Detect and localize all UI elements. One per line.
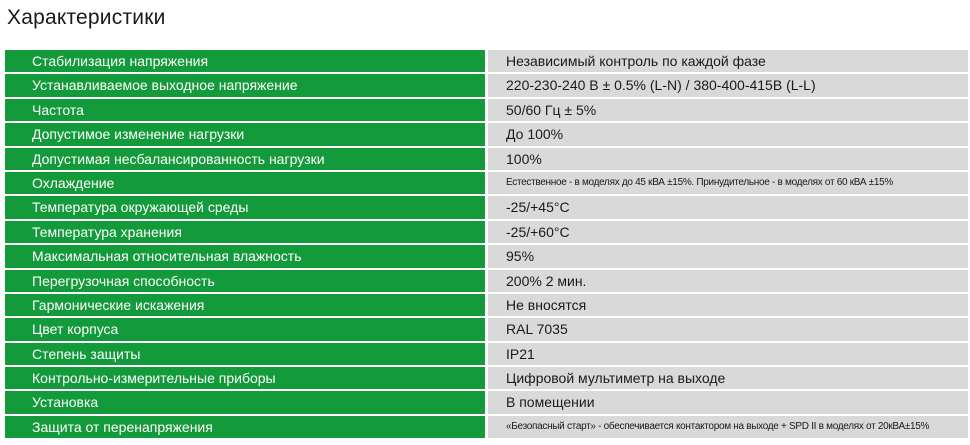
spec-value: IP21 <box>488 343 968 365</box>
page-title: Характеристики <box>7 6 166 29</box>
spec-value: 50/60 Гц ± 5% <box>488 99 968 121</box>
spec-row-humidity <box>5 245 968 267</box>
spec-value: 220-230-240 В ± 0.5% (L-N) / 380-400-415В (L-L) <box>488 74 968 96</box>
spec-name: Установка <box>5 391 485 413</box>
spec-name: Стабилизация напряжения <box>5 50 485 72</box>
spec-value: -25/+60°C <box>488 221 968 243</box>
spec-row-load-imbalance <box>5 148 968 170</box>
spec-row-output-voltage <box>5 74 968 96</box>
spec-name: Гармонические искажения <box>5 294 485 316</box>
spec-value: Цифровой мультиметр на выходе <box>488 367 968 389</box>
spec-value: Естественное - в моделях до 45 кВА ±15%. Принудительное - в моделях от 60 кВА ±15% <box>488 172 968 194</box>
specs-table <box>5 50 968 440</box>
spec-row-overvoltage <box>5 416 968 438</box>
spec-name: Перегрузочная способность <box>5 270 485 292</box>
spec-name: Цвет корпуса <box>5 318 485 340</box>
spec-row-frequency <box>5 99 968 121</box>
spec-name: Температура хранения <box>5 221 485 243</box>
spec-name: Охлаждение <box>5 172 485 194</box>
spec-value: В помещении <box>488 391 968 413</box>
spec-value: До 100% <box>488 123 968 145</box>
spec-row-ambient-temp <box>5 196 968 218</box>
spec-row-instruments <box>5 367 968 389</box>
spec-value: 95% <box>488 245 968 267</box>
spec-name: Частота <box>5 99 485 121</box>
spec-row-stabilization <box>5 50 968 72</box>
spec-name: Допустимая несбалансированность нагрузки <box>5 148 485 170</box>
spec-row-installation <box>5 391 968 413</box>
spec-row-harmonics <box>5 294 968 316</box>
spec-row-protection-degree <box>5 343 968 365</box>
spec-name: Защита от перенапряжения <box>5 416 485 438</box>
spec-row-storage-temp <box>5 221 968 243</box>
spec-value: «Безопасный старт» - обеспечивается контактором на выходе + SPD II в моделях от 20кВА±15% <box>488 416 968 438</box>
spec-row-load-change <box>5 123 968 145</box>
spec-name: Контрольно-измерительные приборы <box>5 367 485 389</box>
spec-value: Не вносятся <box>488 294 968 316</box>
spec-name: Максимальная относительная влажность <box>5 245 485 267</box>
spec-name: Устанавливаемое выходное напряжение <box>5 74 485 96</box>
spec-value: 200% 2 мин. <box>488 270 968 292</box>
spec-row-case-color <box>5 318 968 340</box>
spec-name: Степень защиты <box>5 343 485 365</box>
spec-value: -25/+45°C <box>488 196 968 218</box>
spec-name: Допустимое изменение нагрузки <box>5 123 485 145</box>
spec-name: Температура окружающей среды <box>5 196 485 218</box>
spec-row-overload <box>5 270 968 292</box>
spec-value: Независимый контроль по каждой фазе <box>488 50 968 72</box>
spec-row-cooling <box>5 172 968 194</box>
spec-value: RAL 7035 <box>488 318 968 340</box>
spec-value: 100% <box>488 148 968 170</box>
